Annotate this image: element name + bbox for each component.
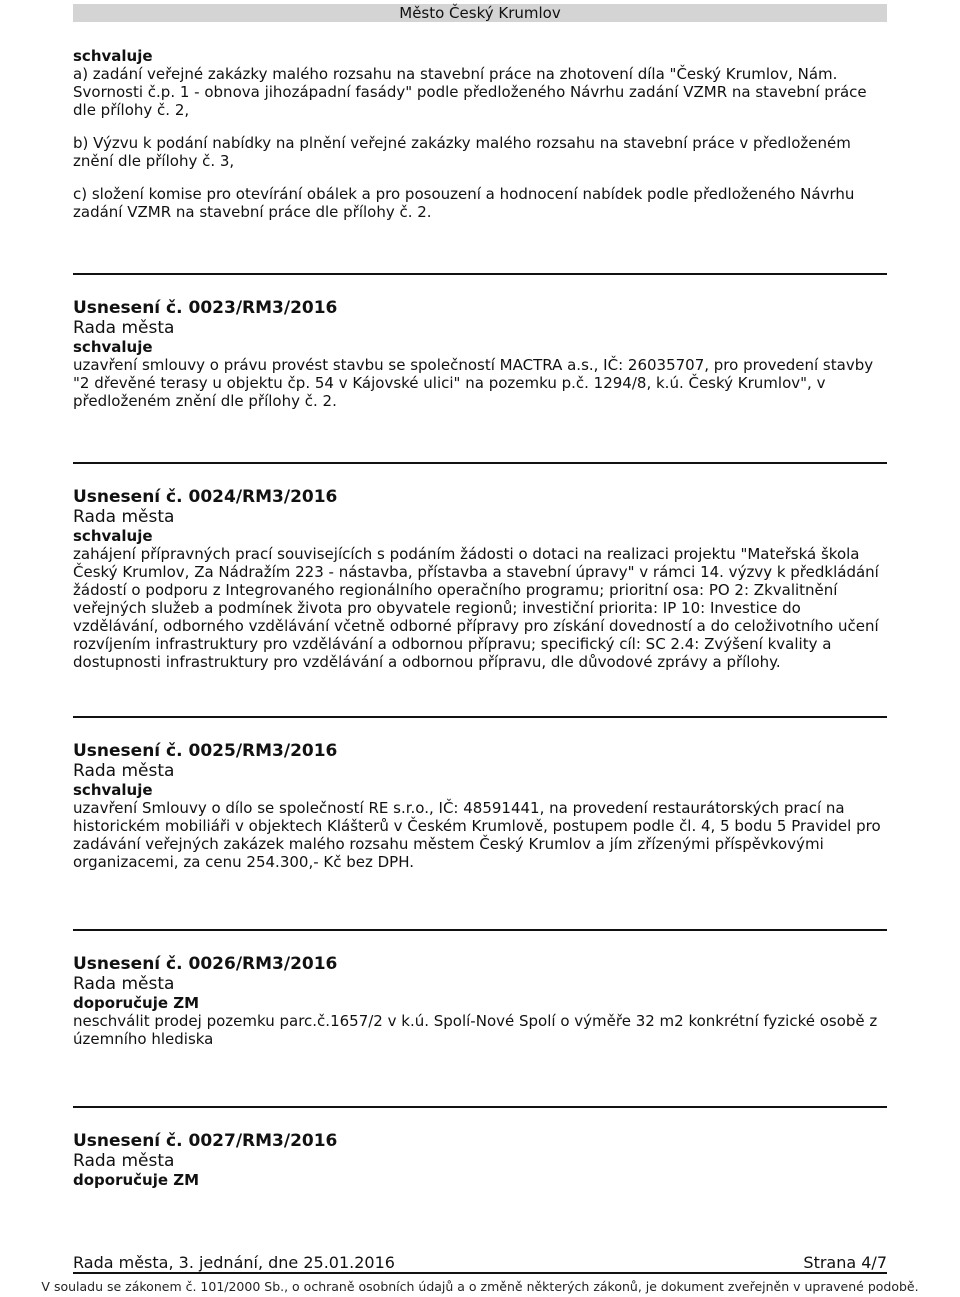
document-header: [73, 4, 887, 22]
resolution-verb: schvaluje: [73, 781, 153, 799]
intro-item-b: b) Výzvu k podání nabídky na plnění veřejné zakázky malého rozsahu na stavební práce v předloženém znění dle přílohy č. 3,: [73, 134, 851, 170]
intro-item-a: a) zadání veřejné zakázky malého rozsahu na stavební práce na zhotovení díla "Český Krumlov, Nám. Svornosti č.p. 1 - obnova jihozápadní fasády" podle předloženého Návrhu zadání VZMR na stavební práce dle přílohy č. 2,: [73, 65, 867, 119]
section-divider: [73, 929, 887, 931]
footer-meeting-info: Rada města, 3. jednání, dne 25.01.2016: [73, 1253, 395, 1272]
resolution-body-label: Rada města: [73, 318, 175, 338]
footer-page-number: Strana 4/7: [803, 1253, 887, 1272]
resolution-body-label: Rada města: [73, 1151, 175, 1171]
resolution-title: Usnesení č. 0024/RM3/2016: [73, 487, 338, 507]
section-divider: [73, 1106, 887, 1108]
resolution-0023: [73, 298, 887, 410]
intro-verb: schvaluje: [73, 47, 153, 65]
resolution-0026: [73, 954, 887, 1048]
resolution-text: uzavření smlouvy o právu provést stavbu se společností MACTRA a.s., IČ: 26035707, pro provedení stavby "2 dřevěné terasy u objektu čp. 54 v Kájovské ulici" na pozemku p.č. 1294/8, k.ú. Český Krumlov", v předloženém znění dle přílohy č. 2.: [73, 356, 874, 410]
resolution-title: Usnesení č. 0026/RM3/2016: [73, 954, 338, 974]
resolution-0024: [73, 487, 887, 671]
resolution-verb: doporučuje ZM: [73, 994, 200, 1012]
privacy-note: V souladu se zákonem č. 101/2000 Sb., o ochraně osobních údajů a o změně některých zákonů, je dokument zveřejněn v upravené podobě.: [41, 1279, 919, 1294]
intro-item-c: c) složení komise pro otevírání obálek a pro posouzení a hodnocení nabídek podle předloženého Návrhu zadání VZMR na stavební práce dle přílohy č. 2.: [73, 185, 855, 221]
header-title: Město Český Krumlov: [399, 4, 561, 22]
section-divider: [73, 462, 887, 464]
resolution-text: uzavření Smlouvy o dílo se společností RE s.r.o., IČ: 48591441, na provedení restaurátorských prací na historickém mobiliáři v objektech Klášterů v Českém Krumlově, postupem podle čl. 4, 5 bodu 5 Pravidel pro zadávání veřejných zakázek malého rozsahu městem Český Krumlov a jím zřízenými příspěvkovými organizacemi, za cenu 254.300,- Kč bez DPH.: [73, 799, 881, 871]
resolution-body-label: Rada města: [73, 507, 175, 527]
page-footer: [73, 1253, 887, 1274]
section-divider: [73, 716, 887, 718]
resolution-0027: [73, 1131, 887, 1189]
resolution-title: Usnesení č. 0023/RM3/2016: [73, 298, 338, 318]
resolution-0025: [73, 741, 887, 871]
document-content: [73, 47, 887, 1189]
resolution-text: neschválit prodej pozemku parc.č.1657/2 v k.ú. Spolí-Nové Spolí o výměře 32 m2 konkrétní fyzické osobě z územního hlediska: [73, 1012, 878, 1048]
resolution-body-label: Rada města: [73, 974, 175, 994]
resolution-verb: schvaluje: [73, 338, 153, 356]
resolution-text: zahájení přípravných prací souvisejících s podáním žádosti o dotaci na realizaci projektu "Mateřská škola Český Krumlov, Za Nádražím 223 - nástavba, přístavba a stavební úpravy" v rámci 14. výzvy k předkládání žádostí o podporu z Integrovaného regionálního operačního programu; prioritní osa: PO 2: Zkvalitnění veřejných služeb a podmínek života pro obyvatele regionů; investiční priorita: IP 10: Investice do vzdělávání, odborného vzdělávání včetně odborné přípravy pro získání dovedností a do celoživotního učení rozvíjením infrastruktury pro vzdělávání a odbornou přípravu; specifický cíl: SC 2.4: Zvýšení kvality a dostupnosti infrastruktury pro vzdělávání a odbornou přípravu, dle důvodové zprávy a přílohy.: [73, 545, 879, 671]
section-divider: [73, 273, 887, 275]
resolution-title: Usnesení č. 0027/RM3/2016: [73, 1131, 338, 1151]
resolution-title: Usnesení č. 0025/RM3/2016: [73, 741, 338, 761]
resolution-body-label: Rada města: [73, 761, 175, 781]
resolution-verb: doporučuje ZM: [73, 1171, 200, 1189]
resolution-verb: schvaluje: [73, 527, 153, 545]
